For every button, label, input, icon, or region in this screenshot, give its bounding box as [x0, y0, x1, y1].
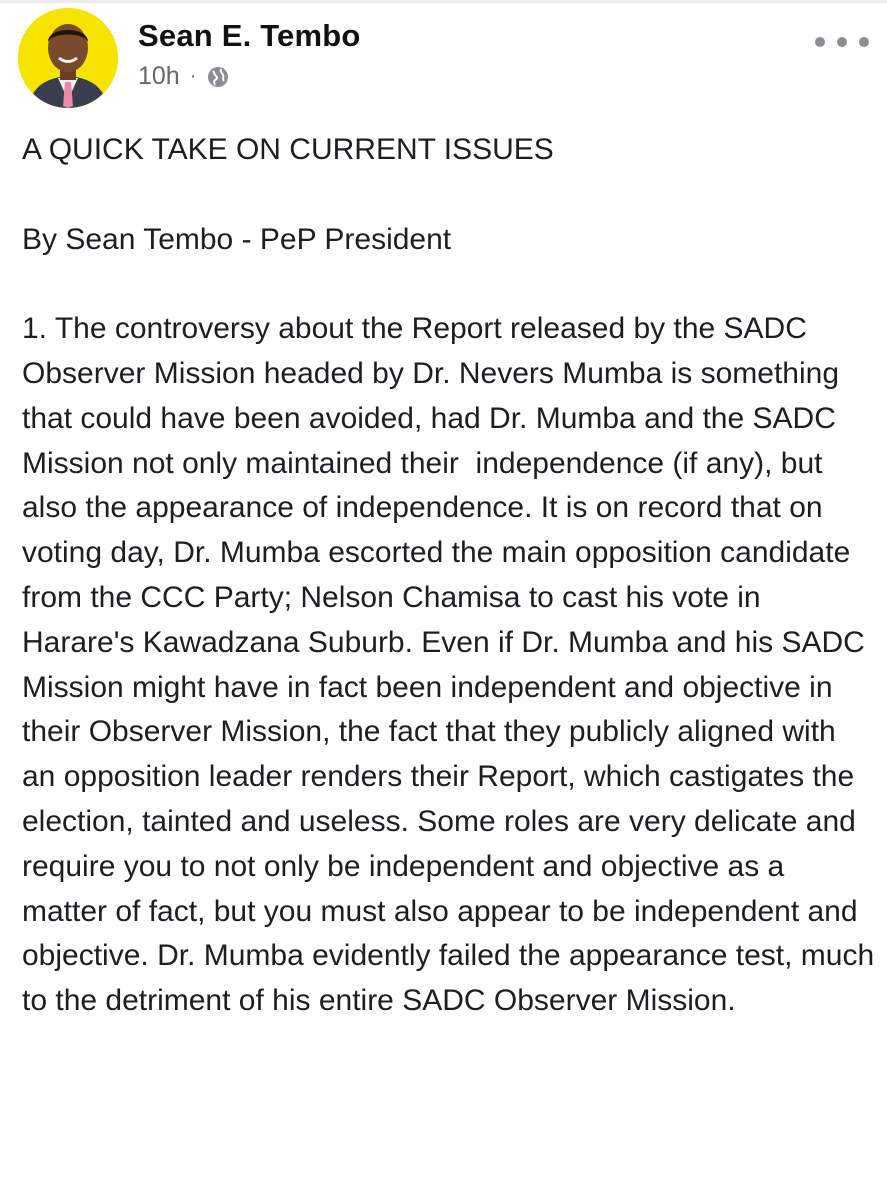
post-meta	[138, 62, 230, 91]
post-time[interactable]: 10h	[138, 62, 180, 90]
author-name[interactable]: Sean E. Tembo	[138, 18, 361, 53]
top-divider	[0, 0, 887, 3]
post-title: A QUICK TAKE ON CURRENT ISSUES	[22, 133, 554, 166]
meta-separator: ·	[189, 65, 197, 87]
globe-icon[interactable]	[206, 65, 230, 89]
post-paragraph: 1. The controversy about the Report released by the SADC Observer Mission headed by Dr. Nevers Mumba is something that could have been avoided, had Dr. Mumba and the SADC Mission not only maintained their independence (if any), but also the appearance of independence. It is on record that on voting day, Dr. Mumba escorted the main opposition candidate from the CCC Party; Nelson Chamisa to cast his vote in Harare's Kawadzana Suburb. Even if Dr. Mumba and his SADC Mission might have in fact been independent and objective in their Observer Mission, the fact that they publicly aligned with an opposition leader renders their Report, which castigates the election, tainted and useless. Some roles are very delicate and require you to not only be independent and objective as a matter of fact, but you must also appear to be independent and objective. Dr. Mumba evidently failed the appearance test, much to the detriment of his entire SADC Observer Mission.	[22, 312, 883, 1018]
post-body	[22, 128, 883, 1024]
post-byline: By Sean Tembo - PeP President	[22, 222, 452, 256]
more-dot	[837, 37, 847, 47]
post-header	[18, 8, 869, 108]
more-options-icon[interactable]	[815, 30, 869, 54]
author-avatar[interactable]	[18, 8, 118, 108]
line-break	[22, 262, 877, 307]
more-dot	[815, 37, 825, 47]
avatar-portrait-icon	[18, 8, 118, 108]
more-dot	[859, 37, 869, 47]
line-break	[22, 173, 877, 218]
